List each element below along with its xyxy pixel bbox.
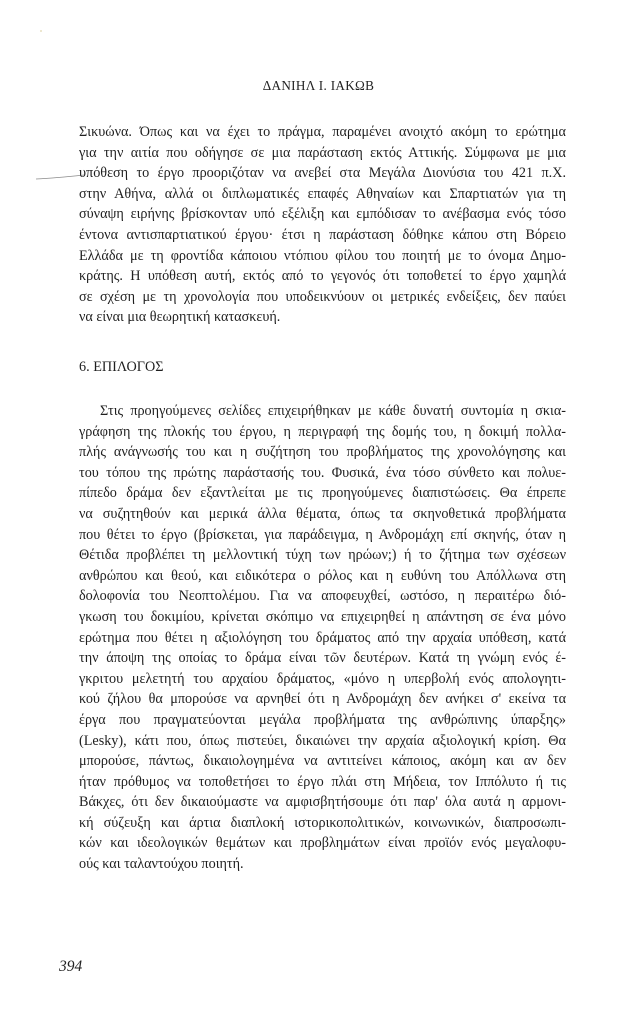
text-line: έντονα αντισπαρτιατικού έργου· έτσι η παράσταση δόθηκε κάπου στη Βόρειο [79,226,566,243]
text-line: πίπεδο δράμα δεν εξαντλείται με τις προηγούμενες διαπιστώσεις. Θα έπρεπε [79,485,566,502]
text-line: κών και ιδεολογικών θεμάτων και προβλημάτων είναι προϊόν ενός μεγαλοφυ- [79,835,566,852]
text-line: (Lesky), κάτι που, όπως πιστεύει, δικαιώνει την αρχαία αξιολογική κρίση. Θα [79,732,566,749]
text-line: έργα που πραγματεύονται μεγάλα προβλήματα της ανθρώπινης ύπαρξης» [79,711,566,728]
text-line: ούς και ταλαντούχου ποιητή. [79,856,244,873]
page-number: 394 [59,958,83,975]
text-line: την άποψη της οποίας το δράμα είναι τῶν δευτέρων. Κατά τη γνώμη ενός έ- [79,650,566,667]
text-line: μπορούσε, πάντως, δικαιολογημένα να αντιτείνει κάποιος, ακόμη και αν δεν [79,753,566,770]
text-line: ερώτημα που θέτει η αξιολόγηση του δράματος από την αρχαία υπόθεση, κατά [79,629,566,646]
text-line: που θέτει το έργο (βρίσκεται, για παράδειγμα, η Ανδρομάχη επί σκηνής, όταν η [79,526,566,543]
scan-line-mark [36,173,84,183]
scan-speck [40,30,42,32]
text-line: κή σύζευξη και άρτια διαπλοκή ιστορικοπολιτικών, κοινωνικών, διαπροσωπι- [79,814,566,831]
text-line: Θέτιδα προβλέπει τη μελλοντική τύχη των ηρώων;) ή το ζήτημα των σχέσεων [79,547,566,564]
section-heading: 6. ΕΠΙΛΟΓΟΣ [79,359,164,375]
text-line: να συζητηθούν και μερικά άλλα θέματα, όπως τα σκηνοθετικά προβλήματα [79,505,566,522]
text-line: γκωση του δοκιμίου, κρίνεται σκόπιμο να επιχειρηθεί η απάντηση σε ένα μόνο [79,608,566,625]
text-line: κράτης. Η υπόθεση αυτή, εκτός από το γεγονός ότι τοποθετεί το έργο χαμηλά [79,268,566,285]
text-line: Σικυώνα. Όπως και να έχει το πράγμα, παραμένει ανοιχτό ακόμη το ερώτημα [79,124,566,140]
text-line: ανθρώπου και θεού, και ειδικότερα ο ρόλος και η ευθύνη του Απόλλωνα στη [79,567,566,584]
text-line: να είναι μια θεωρητική κατασκευή. [79,309,281,326]
text-line: στην Αθήνα, αλλά οι διπλωματικές επαφές Αθηναίων και Σπαρτιατών για τη [79,185,566,202]
text-line: ήταν πρόθυμος να τοποθετήσει το έργο πλάι στη Μήδεια, τον Ιππόλυτο ή τις [79,773,566,790]
running-head: ΔΑΝΙΗΛ Ι. ΙΑΚΩΒ [262,78,375,93]
text-line: για την αιτία που οδήγησε σε μια παράσταση εκτός Αττικής. Σύμφωνα με μια [79,144,566,161]
text-line: του τόπου της πρώτης παράστασής του. Φυσικά, ένα τόσο σύνθετο και πολυε- [79,464,566,481]
text-line: γράφηση της πλοκής του έργου, η περιγραφή της δομής του, η δοκιμή πολλα- [79,423,566,440]
text-line: Ελλάδα με τη φροντίδα κάποιου ντόπιου φίλου του ποιητή με το όνομα Δημο- [79,247,566,264]
text-line: Στις προηγούμενες σελίδες επιχειρήθηκαν με κάθε δυνατή συντομία η σκια- [100,403,566,419]
text-line: γκριτου μελετητή του αρχαίου δράματος, «μόνο η υπερβολή ενός απολογητι- [79,670,566,687]
text-line: σε σχέση με τη χρονολογία που υποδεικνύουν οι μετρικές ενδείξεις, δεν παύει [79,288,566,305]
text-line: δολοφονία του Νεοπτολέμου. Για να αποφευχθεί, ωστόσο, η περαιτέρω διό- [79,588,566,605]
text-line: κού ζήλου θα μπορούσε να αρνηθεί ότι η Ανδρομάχη δεν ανήκει σ' εκείνα τα [79,691,566,708]
paragraph-1 [79,122,566,328]
text-line: υπόθεση το έργο προοριζόταν να ανεβεί στα Μεγάλα Διονύσια του 421 π.Χ. [79,165,566,182]
text-line: σύναψη ειρήνης βρίσκονταν υπό εξέλιξη και εμπόδισαν το ανέβασμα ενός τόσο [79,206,566,223]
text-line: πλής ανάγνωσής του και η συζήτηση του προβλήματος της χρονολόγησης και [79,444,566,461]
text-line: Βάκχες, ότι δεν δικαιούμαστε να αμφισβητήσουμε ότι παρ' όλα αυτά η αρμονι- [79,794,566,811]
paragraph-2 [79,401,566,875]
